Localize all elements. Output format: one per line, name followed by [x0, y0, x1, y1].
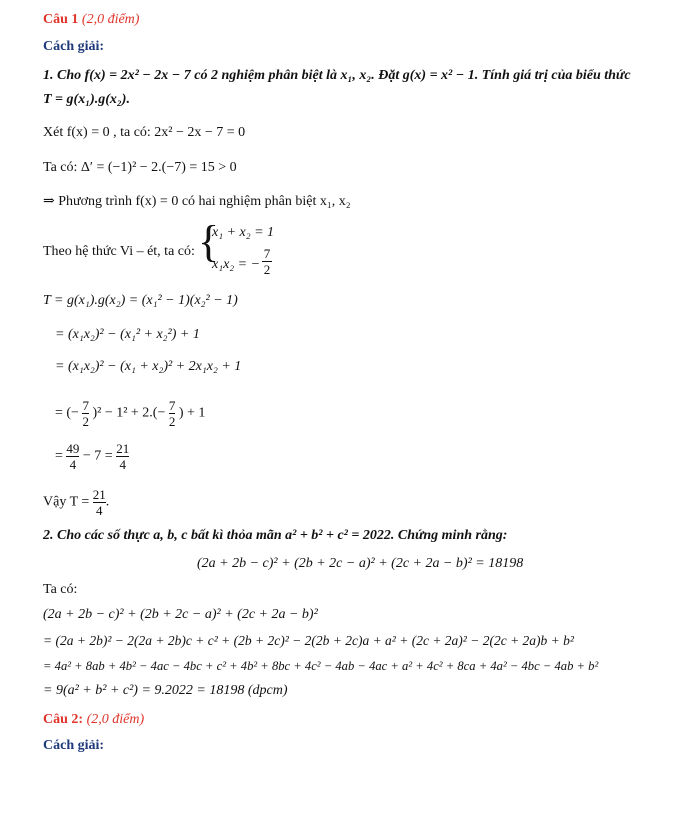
vieta-fraction-den: 2: [263, 262, 271, 277]
t4-part-c: ) + 1: [178, 405, 206, 421]
q1-title: Câu 1: [43, 12, 79, 27]
ta-co-label: Ta có:: [43, 582, 78, 597]
q1-part2-prompt: 2. Cho các số thực a, b, c bất kì thỏa mãn a² + b² + c² = 2022. Chứng minh rằng:: [43, 528, 508, 543]
t-line-3: = (x₁x₂)² − (x₁ + x₂)² + 2x₁x₂ + 1: [55, 359, 242, 374]
t5-fraction-1: [66, 441, 79, 472]
q1-part2-equation: (2a + 2b − c)² + (2b + 2c − a)² + (2c + 2a − b)² = 18198: [197, 556, 524, 571]
q1-solution-label: Cách giải:: [43, 39, 105, 54]
vieta-product: x₁x₂ = −: [212, 257, 261, 272]
t4-num-2: 7: [168, 398, 176, 413]
vay-num: 21: [92, 487, 106, 502]
line-phuong-trinh: ⇒ Phương trình f(x) = 0 có hai nghiệm phân biệt x₁, x₂: [43, 194, 351, 209]
vieta-fraction: [262, 246, 272, 277]
q2-title: Câu 2:: [43, 712, 84, 727]
t4-den-1: 2: [82, 414, 89, 429]
t5-num-2: 21: [116, 441, 130, 456]
line-xet: Xét f(x) = 0 , ta có: 2x² − 2x − 7 = 0: [43, 125, 246, 140]
q2-solution-label: Cách giải:: [43, 738, 105, 753]
conclusion-line: Vậy T = $\frac{21}{4}$ .: [43, 487, 110, 518]
t5-den-1: 4: [66, 456, 79, 472]
t4-num-1: 7: [82, 398, 89, 413]
vay-fraction: [93, 487, 106, 518]
t4-fraction-1: [82, 398, 89, 429]
t5-den-2: 4: [116, 456, 129, 472]
t-line-1: T = g(x₁).g(x₂) = (x₁² − 1)(x₂² − 1): [43, 293, 238, 308]
q1-part1-prompt: 1. Cho f(x) = 2x² − 2x − 7 có 2 nghiệm phân biệt là x₁, x₂. Đặt g(x) = x² − 1. Tính giá trị của biểu thức: [43, 68, 631, 83]
q1-part1-prompt-cont: T = g(x₁).g(x₂).: [43, 92, 130, 107]
t-line-4: [55, 398, 205, 429]
t4-den-2: 2: [168, 414, 176, 429]
vay-text: Vậy T =: [43, 494, 90, 510]
q2-points: (2,0 điểm): [86, 712, 145, 727]
t4-part-b: )² − 1² + 2.(−: [92, 405, 166, 421]
proof-line-2: = (2a + 2b)² − 2(2a + 2b)c + c² + (2b + 2c)² − 2(2b + 2c)a + a² + (2c + 2a)² − 2(2c + 2a)b + b²: [43, 633, 574, 648]
t-line-2: = (x₁x₂)² − (x₁² + x₂²) + 1: [55, 327, 200, 342]
system-brace: {: [198, 217, 220, 266]
t5-part-b: − 7 =: [82, 448, 113, 464]
line-delta: Ta có: Δ′ = (−1)² − 2.(−7) = 15 > 0: [43, 160, 237, 175]
t-line-5: [55, 441, 129, 472]
vieta-fraction-num: 7: [263, 246, 271, 261]
proof-line-1: (2a + 2b − c)² + (2b + 2c − a)² + (2c + 2a − b)²: [43, 607, 318, 622]
t5-part-a: =: [55, 448, 63, 464]
proof-line-3: = 4a² + 8ab + 4b² − 4ac − 4bc + c² + 4b² + 8bc + 4c² − 4ab − 4ac + a² + 4c² + 8ca + 4a² − 4bc − 4ab + b²: [43, 659, 599, 673]
t5-num-1: 49: [66, 441, 80, 456]
vieta-sum: x₁ + x₂ = 1: [212, 225, 275, 240]
q2-heading: [43, 711, 144, 729]
t4-fraction-2: [169, 398, 176, 429]
t4-part-a: = (−: [55, 405, 79, 421]
vieta-intro: Theo hệ thức Vi – ét, ta có:: [43, 244, 195, 259]
q1-heading: [43, 11, 139, 29]
t5-fraction-2: [116, 441, 129, 472]
proof-line-4: = 9(a² + b² + c²) = 9.2022 = 18198 (dpcm): [43, 683, 288, 698]
vay-den: 4: [93, 502, 106, 518]
q1-points: (2,0 điểm): [81, 12, 140, 27]
